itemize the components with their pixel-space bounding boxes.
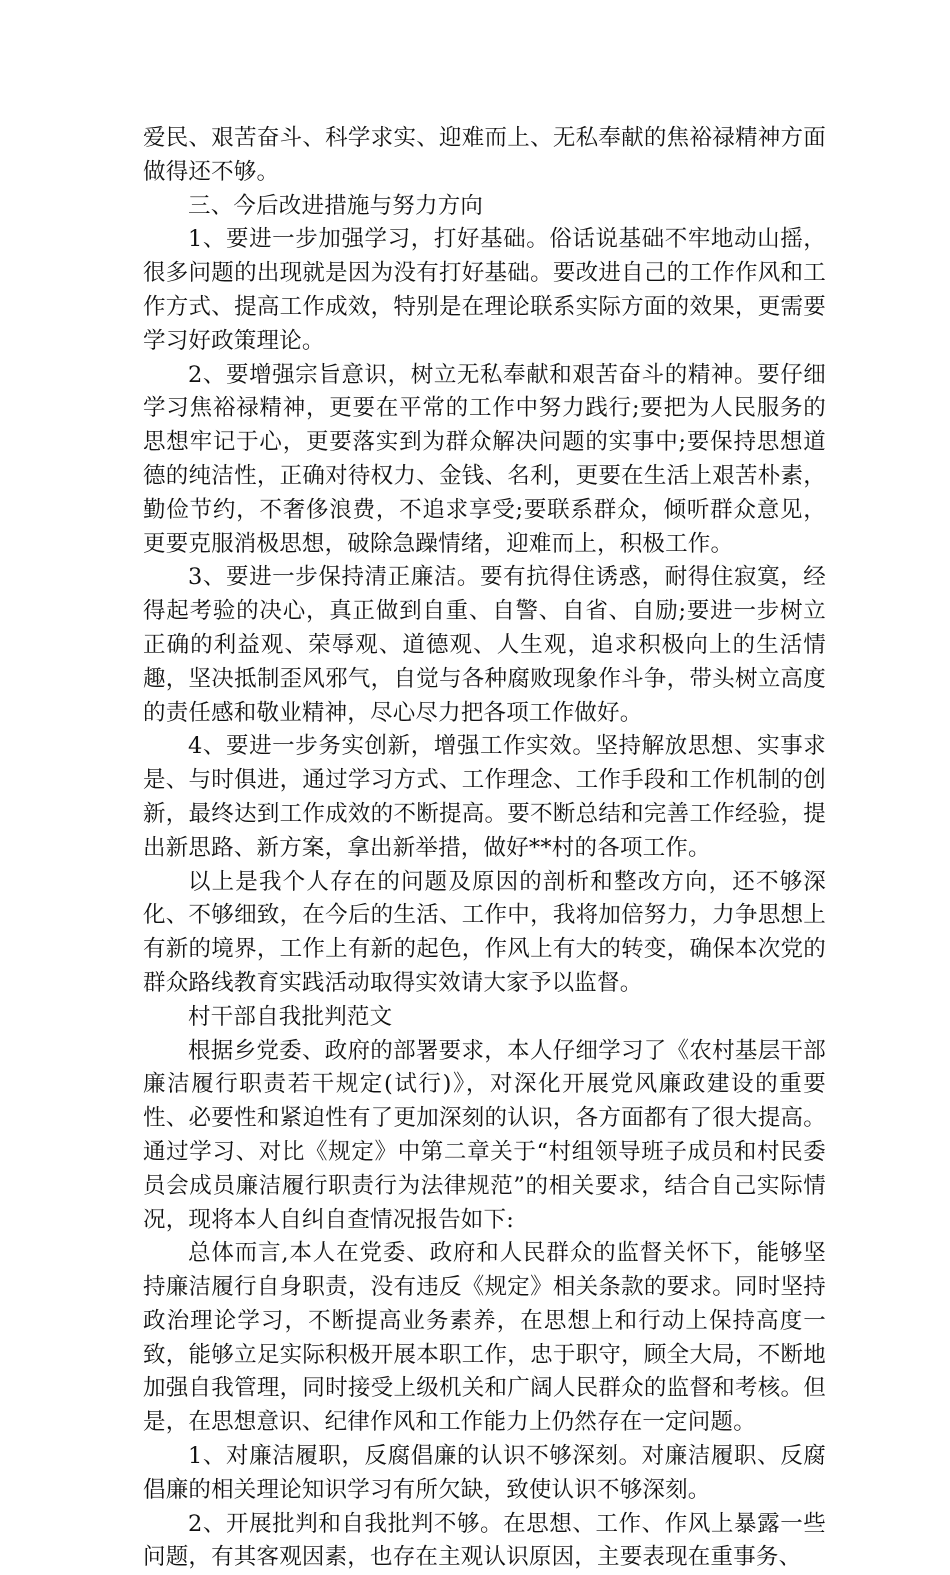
paragraph-intro: 根据乡党委、政府的部署要求，本人仔细学习了《农村基层干部廉洁履行职责若干规定(试行)》，对深化开展党风廉政建设的重要性、必要性和紧迫性有了更加深刻的认识，各方面都有了很大提高。通过学习、对比《规定》中第二章关于“村组领导班子成员和村民委员会成员廉洁履行职责行为法律规范”的相关要求，结合自己实际情况，现将本人自纠自查情况报告如下: [143, 1037, 826, 1233]
paragraph-overall: 总体而言,本人在党委、政府和人民群众的监督关怀下，能够坚持廉洁履行自身职责，没有违反《规定》相关条款的要求。同时坚持政治理论学习，不断提高业务素养，在思想上和行动上保持高度一致，能够立足实际积极开展本职工作，忠于职守，顾全大局，不断地加强自我管理，同时接受上级机关和广阔人民群众的监督和考核。但是，在思想意识、纪律作风和工作能力上仍然存在一定问题。 [143, 1240, 826, 1436]
paragraph-continuation: 爱民、艰苦奋斗、科学求实、迎难而上、无私奉献的焦裕禄精神方面做得还不够。 [143, 125, 826, 185]
paragraph-item-1: 1、要进一步加强学习，打好基础。俗话说基础不牢地动山摇，很多问题的出现就是因为没有打好基础。要改进自己的工作作风和工作方式、提高工作成效，特别是在理论联系实际方面的效果，更需要学习好政策理论。 [143, 226, 826, 354]
section-heading-improvement: 三、今后改进措施与努力方向 [188, 192, 484, 219]
paragraph-conclusion: 以上是我个人存在的问题及原因的剖析和整改方向，还不够深化、不够细致，在今后的生活、工作中，我将加倍努力，力争思想上有新的境界，工作上有新的起色，作风上有大的转变，确保本次党的群众路线教育实践活动取得实效请大家予以监督。 [143, 868, 826, 996]
document-page [143, 122, 826, 1575]
paragraph-problem-2: 2、开展批判和自我批判不够。在思想、工作、作风上暴露一些问题，有其客观因素，也存在主观认识原因，主要表现在重事务、 [143, 1510, 826, 1571]
paragraph-item-4: 4、要进一步务实创新，增强工作实效。坚持解放思想、实事求是、与时俱进，通过学习方式、工作理念、工作手段和工作机制的创新，最终达到工作成效的不断提高。要不断总结和完善工作经验，提出新思路、新方案，拿出新举措，做好**村的各项工作。 [143, 733, 826, 861]
paragraph-item-3: 3、要进一步保持清正廉洁。要有抗得住诱惑，耐得住寂寞，经得起考验的决心，真正做到自重、自警、自省、自励;要进一步树立正确的利益观、荣辱观、道德观、人生观，追求积极向上的生活情趣，坚决抵制歪风邪气，自觉与各种腐败现象作斗争，带头树立高度的责任感和敬业精神，尽心尽力把各项工作做好。 [143, 564, 826, 726]
section-heading-sample: 村干部自我批判范文 [188, 1003, 393, 1030]
paragraph-problem-1: 1、对廉洁履职，反腐倡廉的认识不够深刻。对廉洁履职、反腐倡廉的相关理论知识学习有所欠缺，致使认识不够深刻。 [143, 1443, 826, 1503]
paragraph-item-2: 2、要增强宗旨意识，树立无私奉献和艰苦奋斗的精神。要仔细学习焦裕禄精神，更要在平常的工作中努力践行;要把为人民服务的思想牢记于心，更要落实到为群众解决问题的实事中;要保持思想道德的纯洁性，正确对待权力、金钱、名利，更要在生活上艰苦朴素，勤俭节约，不奢侈浪费，不追求享受;要联系群众，倾听群众意见，更要克服消极思想，破除急躁情绪，迎难而上，积极工作。 [143, 361, 826, 557]
